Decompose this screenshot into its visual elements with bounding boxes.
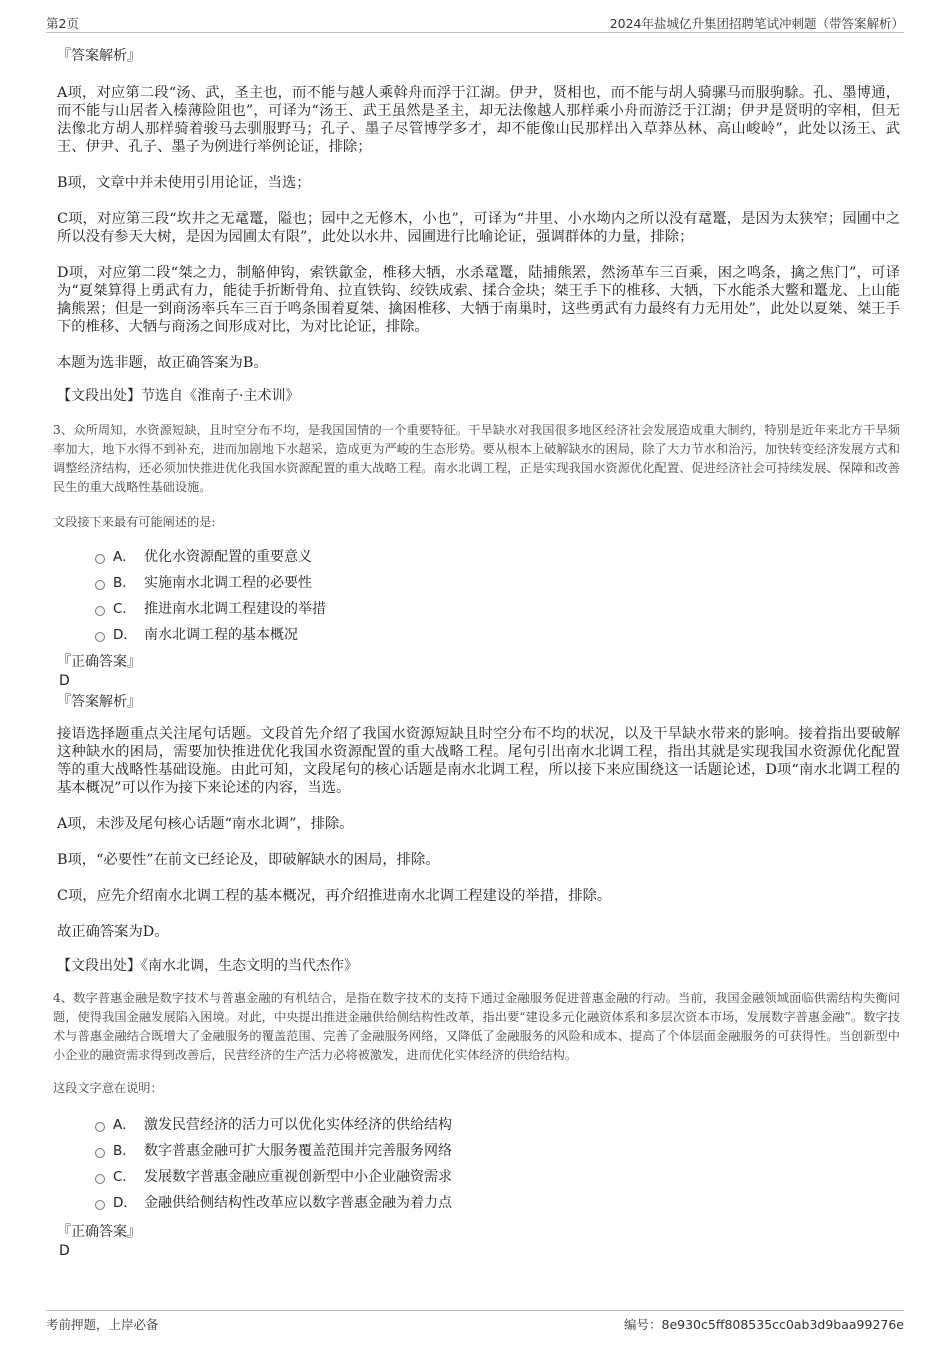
radio-icon[interactable] [95,1200,105,1210]
radio-icon[interactable] [95,580,105,590]
analysis-paragraph-d: D项，对应第二段“桀之力，制觡伸钩，索铁歙金，椎移大牺，水杀鼋鼍，陆捕熊罴，然汤革车三百乘，困之鸣条，擒之焦门”，可译为“夏桀算得上勇武有力，能徒手折断骨角、拉直铁钩、绞铁成索、揉合金块；桀王手下的椎移、大牺，下水能杀大鳖和鼍龙、上山能擒熊罴；但是一到商汤率兵车三百于鸣条围着夏桀、擒困椎移、大牺于南巢时，这些勇武有力最终有力无用处”，此处以夏桀、桀王手下的椎移、大牺与商汤之间形成对比，为对比论证，排除。 [57,265,900,335]
footer-slogan: 考前押题，上岸必备 [46,1317,159,1332]
analysis-paragraph-c: C项，应先介绍南水北调工程的基本概况，再介绍推进南水北调工程建设的举措，排除。 [57,888,612,904]
radio-icon[interactable] [95,1174,105,1184]
question-4-text: 4、数字普惠金融是数字技术与普惠金融的有机结合，是指在数字技术的支持下通过金融服务促进普惠金融的行动。当前，我国金融领域面临供需结构失衡问题，使得我国金融发展陷入困境。对此，中央提出推进金融供给侧结构性改革，指出要“建设多元化融资体系和多层次资本市场，发展数字普惠金融”。数字技术与普惠金融结合既增大了金融服务的覆盖范围、完善了金融服务网络，又降低了金融服务的风险和成本、提高了个体层面金融服务的可获得性。当创新型中小企业的融资需求得到改善后，民营经济的生产活力必将被激发，进而优化实体经济的供给结构。 [53,991,900,1062]
question-4-prompt: 这段文字意在说明： [53,1081,163,1095]
correct-answer: D [59,673,70,689]
radio-icon[interactable] [95,632,105,642]
page-content [53,44,900,1260]
document-title: 2024年盐城亿升集团招聘笔试冲刺题（带答案解析） [609,16,904,31]
analysis-paragraph-a: A项，未涉及尾句核心话题“南水北调”，排除。 [57,816,354,832]
option-a[interactable]: A． 优化水资源配置的重要意义 [95,548,900,574]
page-header [46,12,904,33]
correct-answer: D [59,1243,70,1259]
option-d[interactable]: D． 南水北调工程的基本概况 [95,626,900,652]
option-d[interactable]: D． 金融供给侧结构性改革应以数字普惠金融为着力点 [95,1194,900,1220]
analysis-paragraph-b: B项，“必要性”在前文已经论及，即破解缺水的困局，排除。 [57,852,440,868]
option-b[interactable]: B． 数字普惠金融可扩大服务覆盖范围并完善服务网络 [95,1142,900,1168]
page-number: 第2页 [46,16,79,31]
option-b[interactable]: B． 实施南水北调工程的必要性 [95,574,900,600]
page-footer [46,1310,904,1333]
radio-icon[interactable] [95,1148,105,1158]
analysis-paragraph-c: C项，对应第三段“坎井之无鼋鼍，隘也；园中之无修木，小也”，可译为“井里、小水坳内之所以没有鼋鼍，是因为太狭窄；园圃中之所以没有参天大树，是因为园圃太有限”，此处以水井、园圃进行比喻论证，强调群体的力量，排除； [57,211,900,245]
correct-answer-label: 『正确答案』 [57,1224,141,1240]
option-c[interactable]: C． 推进南水北调工程建设的举措 [95,600,900,626]
radio-icon[interactable] [95,606,105,616]
question-3-options [57,548,900,652]
question-3-text: 3、众所周知，水资源短缺，且时空分布不均，是我国国情的一个重要特征。干旱缺水对我国很多地区经济社会发展造成重大制约，特别是近年来北方干旱频率加大，地下水得不到补充，进而加剧地下水超采，造成更为严峻的生态形势。要从根本上破解缺水的困局，除了大力节水和治污，加快转变经济发展方式和调整经济结构，还必须加快推进优化我国水资源配置的重大战略工程。南水北调工程，正是实现我国水资源优化配置、促进经济社会可持续发展、保障和改善民生的重大战略性基础设施。 [53,423,900,494]
radio-icon[interactable] [95,554,105,564]
analysis-conclusion: 本题为选非题，故正确答案为B。 [57,355,268,371]
analysis-label: 『答案解析』 [57,694,141,710]
analysis-label: 『答案解析』 [57,48,141,64]
correct-answer-label: 『正确答案』 [57,654,141,670]
radio-icon[interactable] [95,1122,105,1132]
question-4-options [57,1116,900,1220]
option-a[interactable]: A． 激发民营经济的活力可以优化实体经济的供给结构 [95,1116,900,1142]
analysis-conclusion: 故正确答案为D。 [57,924,169,940]
analysis-paragraph-a: A项，对应第二段“汤、武，圣主也，而不能与越人乘斡舟而浮于江湖。伊尹，贤相也，而不能与胡人骑骡马而服驹駼。孔、墨博通，而不能与山居者入榛薄险阻也”，可译为“汤王、武王虽然是圣主，却无法像越人那样乘小舟而游泛于江湖；伊尹是贤明的宰相，但无法像北方胡人那样骑着骏马去驯服野马；孔子、墨子尽管博学多才，却不能像山民那样出入草莽丛林、高山峻岭”，此处以汤王、武王、伊尹、孔子、墨子为例进行举例论证，排除； [57,85,900,155]
passage-source: 【文段出处】节选自《淮南子·主术训》 [57,388,300,404]
analysis-paragraph-b: B项，文章中并未使用引用论证，当选； [57,175,311,191]
passage-source: 【文段出处】《南水北调，生态文明的当代杰作》 [57,958,358,974]
option-c[interactable]: C． 发展数字普惠金融应重视创新型中小企业融资需求 [95,1168,900,1194]
analysis-paragraph: 接语选择题重点关注尾句话题。文段首先介绍了我国水资源短缺且时空分布不均的状况，以及干旱缺水带来的影响。接着指出要破解这种缺水的困局，需要加快推进优化我国水资源配置的重大战略工程。尾句引出南水北调工程，指出其就是实现我国水资源优化配置等的重大战略性基础设施。由此可知，文段尾句的核心话题是南水北调工程，所以接下来应围绕这一话题论述，D项“南水北调工程的基本概况”可以作为接下来论述的内容，当选。 [57,726,900,796]
document-code: 编号：8e930c5ff808535cc0ab3d9baa99276e [624,1317,904,1332]
question-3-prompt: 文段接下来最有可能阐述的是: [53,515,216,529]
